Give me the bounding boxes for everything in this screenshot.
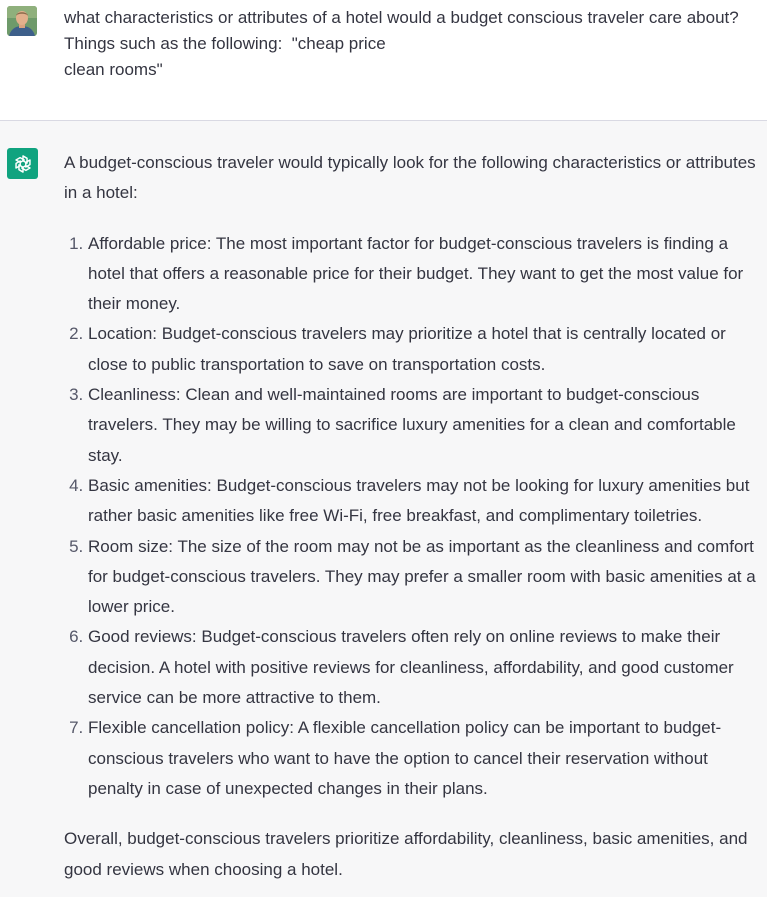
list-item: 6. Good reviews: Budget-conscious travelers often rely on online reviews to make their decision. A hotel with positive reviews for cleanliness, affordability, and good customer service can be more attractive to them. xyxy=(88,622,767,713)
assistant-message-body xyxy=(64,148,767,885)
list-item: 1. Affordable price: The most important factor for budget-conscious travelers is finding a hotel that offers a reasonable price for their budget. They want to get the most value for their money. xyxy=(88,229,767,320)
list-item: 3. Cleanliness: Clean and well-maintained rooms are important to budget-conscious travelers. They may be willing to sacrifice luxury amenities for a clean and comfortable stay. xyxy=(88,380,767,471)
user-message-text: what characteristics or attributes of a hotel would a budget conscious traveler care about? Things such as the following: "cheap price clean rooms" xyxy=(64,8,739,79)
user-message xyxy=(0,0,767,121)
characteristics-list xyxy=(64,229,767,805)
assistant-message xyxy=(0,121,767,897)
list-item: 5. Room size: The size of the room may not be as important as the cleanliness and comfort for budget-conscious travelers. They may prefer a smaller room with basic amenities at a lower price. xyxy=(88,532,767,623)
user-avatar-photo-icon xyxy=(7,6,37,36)
list-item: 4. Basic amenities: Budget-conscious travelers may not be looking for luxury amenities but rather basic amenities like free Wi-Fi, free breakfast, and complimentary toiletries. xyxy=(88,471,767,532)
list-item: 7. Flexible cancellation policy: A flexible cancellation policy can be important to budget-conscious travelers who want to have the option to cancel their reservation without penalty in case of unexpected changes in their plans. xyxy=(88,713,767,804)
assistant-intro: A budget-conscious traveler would typically look for the following characteristics or attributes in a hotel: xyxy=(64,153,756,203)
assistant-avatar xyxy=(7,148,38,179)
list-item: 2. Location: Budget-conscious travelers may prioritize a hotel that is centrally located or close to public transportation to save on transportation costs. xyxy=(88,319,767,380)
assistant-conclusion: Overall, budget-conscious travelers prioritize affordability, cleanliness, basic amenities, and good reviews when choosing a hotel. xyxy=(64,829,748,879)
openai-logo-icon xyxy=(12,153,34,175)
user-avatar xyxy=(7,6,37,36)
